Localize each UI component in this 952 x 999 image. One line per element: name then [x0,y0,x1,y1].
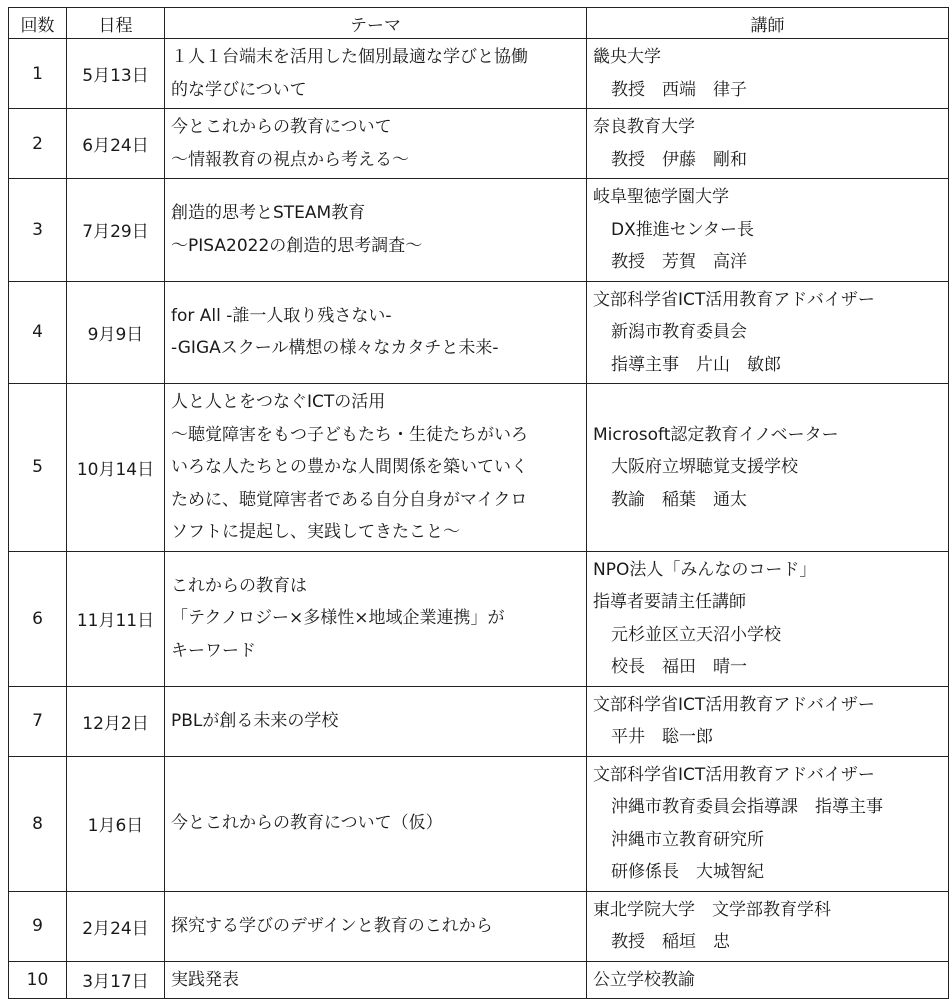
row-number: 9 [9,891,67,961]
lecturer-line: 平井 聡一郎 [611,727,713,747]
header-theme: テーマ [165,8,587,39]
row-date: 3月17日 [67,961,165,999]
lecturer-line: 沖縄市教育委員会指導課 指導主事 [611,797,883,817]
theme-line: -GIGAスクール構想の様々なカタチと未来- [171,338,499,359]
theme-line: ために、聴覚障害者である自分自身がマイクロ [171,489,528,510]
row-date: 7月29日 [67,179,165,282]
theme-line: ソフトに提起し、実践してきたこと～ [171,522,460,542]
lecturer-line: 教諭 稲葉 通太 [611,489,747,510]
row-number: 6 [9,551,67,686]
table-row [9,961,949,999]
row-lecturer [587,551,949,686]
row-number: 3 [9,179,67,282]
row-theme [165,756,587,891]
row-lecturer [587,686,949,756]
row-theme [165,961,587,999]
lecturer-line: DX推進センター長 [611,219,755,240]
row-number: 10 [9,961,67,999]
header-count: 回数 [9,8,67,39]
theme-line: for All -誰一人取り残さない- [171,305,392,326]
lecturer-line: 指導主事 片山 敏郎 [611,354,781,375]
theme-line: PBLが創る未来の学校 [171,710,339,731]
lecturer-line: 教授 伊藤 剛和 [611,149,747,170]
theme-line: ～PISA2022の創造的思考調査～ [171,235,423,256]
row-number: 2 [9,109,67,179]
row-date: 11月11日 [67,551,165,686]
row-theme [165,179,587,282]
row-theme [165,686,587,756]
schedule-body [9,39,949,999]
lecturer-line: 文部科学省ICT活用教育アドバイザー [593,764,875,785]
row-lecturer [587,179,949,282]
theme-line: 創造的思考とSTEAM教育 [171,203,366,224]
row-date: 10月14日 [67,384,165,552]
table-row [9,109,949,179]
schedule-table [8,7,949,999]
table-row [9,179,949,282]
row-date: 6月24日 [67,109,165,179]
lecturer-line: 教授 西端 律子 [611,79,747,100]
row-number: 8 [9,756,67,891]
row-number: 1 [9,39,67,109]
theme-line: いろな人たちとの豊かな人間関係を築いていく [171,457,528,477]
theme-line: 今とこれからの教育について（仮） [171,813,443,834]
header-date: 日程 [67,8,165,39]
lecturer-line: 新潟市教育委員会 [611,322,747,342]
theme-line: 今とこれからの教育について [171,117,392,137]
row-date: 9月9日 [67,281,165,384]
lecturer-line: 畿央大学 [593,47,661,67]
row-theme [165,39,587,109]
row-theme [165,281,587,384]
table-row [9,384,949,552]
row-lecturer [587,39,949,109]
row-date: 2月24日 [67,891,165,961]
table-row [9,551,949,686]
row-theme [165,384,587,552]
row-theme [165,891,587,961]
row-number: 4 [9,281,67,384]
table-row [9,686,949,756]
theme-line: キーワード [171,640,256,661]
header-row [9,8,949,39]
theme-line: ～聴覚障害をもつ子どもたち・生徒たちがいろ [171,424,528,445]
theme-line: 探究する学びのデザインと教育のこれから [171,915,493,936]
row-lecturer [587,961,949,999]
row-date: 12月2日 [67,686,165,756]
lecturer-line: 岐阜聖徳学園大学 [593,187,729,207]
theme-line: １人１台端末を活用した個別最適な学びと協働 [171,47,528,67]
row-number: 7 [9,686,67,756]
row-number: 5 [9,384,67,552]
lecturer-line: 公立学校教諭 [593,969,695,990]
lecturer-line: Microsoft認定教育イノベーター [593,424,839,445]
theme-line: 人と人とをつなぐICTの活用 [171,392,386,412]
lecturer-line: 文部科学省ICT活用教育アドバイザー [593,289,875,310]
row-theme [165,551,587,686]
lecturer-line: 教授 稲垣 忠 [611,932,730,952]
lecturer-line: 奈良教育大学 [593,117,695,137]
table-row [9,891,949,961]
theme-line: ～情報教育の視点から考える～ [171,149,409,170]
row-lecturer [587,281,949,384]
row-lecturer [587,384,949,552]
row-lecturer [587,891,949,961]
table-row [9,39,949,109]
lecturer-line: 沖縄市立教育研究所 [611,829,764,850]
lecturer-line: 文部科学省ICT活用教育アドバイザー [593,694,875,715]
lecturer-line: 東北学院大学 文学部教育学科 [593,899,831,920]
lecturer-line: NPO法人「みんなのコード」 [593,559,817,580]
row-date: 1月6日 [67,756,165,891]
lecturer-line: 研修係長 大城智紀 [611,862,764,882]
theme-line: 「テクノロジー×多様性×地域企業連携」が [171,608,505,629]
lecturer-line: 校長 福田 晴一 [611,657,747,677]
lecturer-line: 教授 芳賀 高洋 [611,252,747,272]
theme-line: 実践発表 [171,969,239,990]
table-row [9,756,949,891]
lecturer-line: 指導者要請主任講師 [593,592,746,612]
theme-line: 的な学びについて [171,79,307,100]
row-theme [165,109,587,179]
table-row [9,281,949,384]
theme-line: これからの教育は [171,575,307,596]
row-lecturer [587,109,949,179]
header-lecturer: 講師 [587,8,949,39]
lecturer-line: 元杉並区立天沼小学校 [611,624,781,645]
row-date: 5月13日 [67,39,165,109]
lecturer-line: 大阪府立堺聴覚支援学校 [611,457,798,477]
row-lecturer [587,756,949,891]
